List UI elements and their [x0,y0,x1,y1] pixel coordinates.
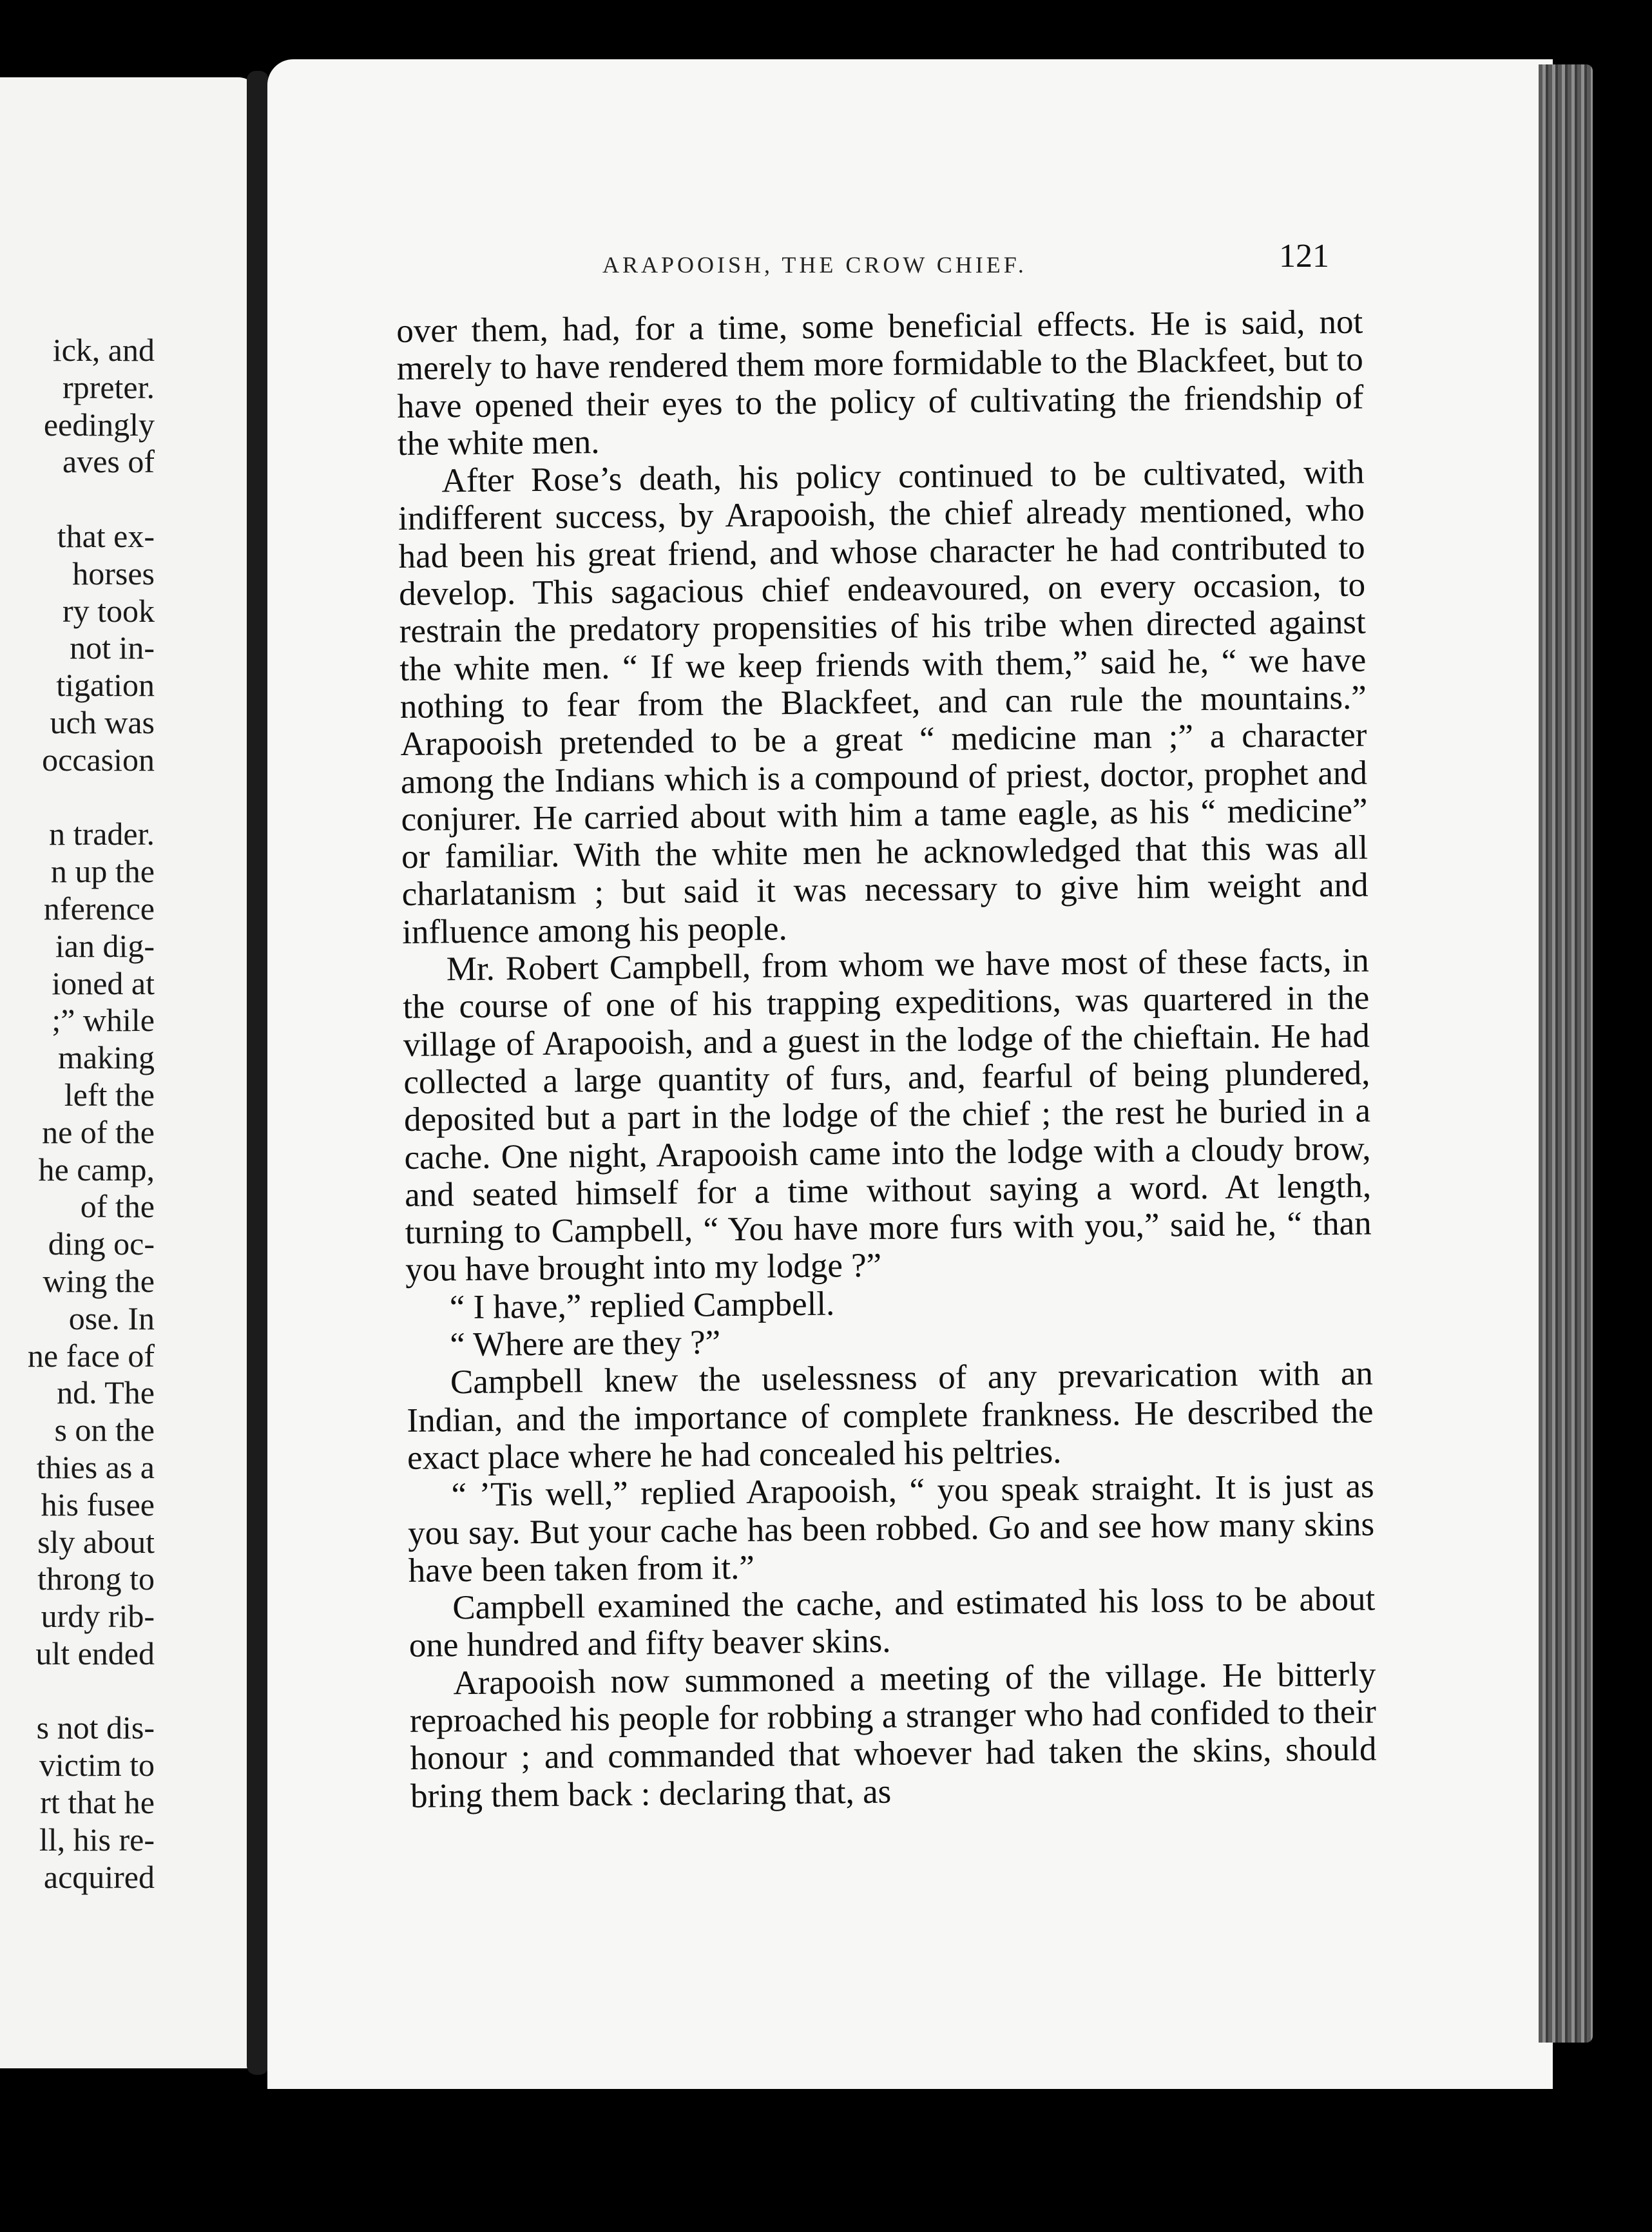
paragraph: “ Where are they ?” [450,1323,721,1364]
facing-page [0,77,258,2068]
page-edges [1539,64,1593,2043]
facing-page-line: wing the [43,1262,155,1299]
paragraph: After Rose’s death, his policy continued to be cultivated, with indifferent success, by Arapooish, the chief already mentioned, who had been his great friend, and whose character he had contributed to develop. This sagacious chief endeavoured, on every occasion, to restrain the predatory propensities of his tribe when directed against the white men. “ If we keep friends with them,” said he, “ we have nothing to fear from the Blackfeet, and can rule the mountains.” Arapooish pretended to be a great “ medicine man ;” a character among the Indians which is a compound of priest, doctor, prophet and conjurer. He carried about with him a tame eagle, as his “ medicine” or familiar. With the white men he acknowledged that this was all charlatanism ; but said it was necessary to give him weight and influence among his people. [398,453,1369,951]
facing-page-line: horses [72,555,155,592]
facing-page-line: aves of [62,443,155,480]
facing-page-line: ding oc- [48,1226,155,1262]
facing-page-line: rpreter. [62,369,155,405]
facing-page-line: thies as a [36,1448,155,1485]
paragraph: Campbell examined the cache, and estimated his loss to be about one hundred and fifty beaver skins. [408,1580,1376,1665]
facing-page-line: s not dis- [36,1709,155,1746]
facing-page-line: nd. The [57,1374,155,1411]
facing-page-line: ry took [62,592,155,629]
book-gutter [247,71,269,2075]
facing-page-line: n trader. [49,816,155,852]
paragraph: “ ’Tis well,” replied Arapooish, “ you speak straight. It is just as you say. But your cache has been robbed. Go and see how many skins have been taken from it.” [407,1467,1375,1590]
facing-page-line: ult ended [35,1635,155,1671]
facing-page-line: ll, his re- [39,1821,155,1858]
running-head: ARAPOOISH, THE CROW CHIEF. [602,252,1027,278]
facing-page-line: n up the [50,853,155,890]
facing-page-line: s on the [54,1412,155,1448]
paragraph: Mr. Robert Campbell, from whom we have most of these facts, in the course of one of his trapping expeditions, was quartered in the village of Arapooish, and a guest in the lodge of the chieftain. He had collected a large quantity of furs, and, fearful of being plundered, deposited but a part in the lodge of the chief ; the rest he buried in a cache. One night, Arapooish came into the lodge with a cloudy brow, and seated himself for a time without saying a word. At length, turning to Campbell, “ You have more furs with you,” said he, “ than you have brought into my lodge ?” [403,941,1372,1289]
facing-page-line: victim to [39,1747,155,1784]
facing-page-line: ose. In [68,1300,155,1336]
facing-page-line: ian dig- [55,927,155,964]
facing-page-line: not in- [70,630,155,666]
facing-page-line: ioned at [52,965,155,1001]
paragraph: Campbell knew the uselessness of any prevarication with an Indian, and the importance of complete frankness. He described the exact place where he had concealed his peltries. [407,1354,1374,1477]
facing-page-line: ne of the [42,1113,155,1150]
facing-page-line: sly about [37,1523,155,1560]
facing-page-line: ne face of [27,1337,155,1374]
facing-page-line: occasion [42,741,155,778]
paragraph: over them, had, for a time, some beneficial effects. He is said, not merely to have rendered them more formidable to the Blackfeet, but to have opened their eyes to the policy of cultivating the friendship of the white men. [396,303,1364,463]
body-text [396,303,1377,1815]
facing-page-line: nference [43,890,155,927]
facing-page-gap [0,1673,155,1710]
facing-page-line: eedingly [43,406,155,443]
facing-page-text [0,332,155,1896]
facing-page-gap [0,481,155,518]
facing-page-line: rt that he [40,1784,155,1821]
facing-page-line: urdy rib- [41,1598,155,1635]
facing-page-line: uch was [50,704,155,740]
facing-page-line: that ex- [57,517,155,554]
facing-page-line: he camp, [38,1151,155,1188]
facing-page-gap [0,779,155,816]
facing-page-line: tigation [56,667,155,704]
facing-page-line: ;” while [52,1002,155,1039]
paragraph: “ I have,” replied Campbell. [449,1285,835,1326]
facing-page-line: making [58,1039,155,1076]
facing-page-line: his fusee [41,1486,155,1523]
facing-page-line: acquired [43,1858,155,1895]
facing-page-line: left the [64,1076,155,1113]
paragraph: Arapooish now summoned a meeting of the village. He bitterly reproached his people for robbing a stranger who had confided to their honour ; and commanded that whoever had taken the skins, should bring them back : declaring that, as [409,1655,1377,1815]
page-number: 121 [1279,238,1329,274]
facing-page-line: of the [80,1188,155,1225]
facing-page-line: throng to [37,1561,155,1597]
facing-page-line: ick, and [52,332,155,368]
